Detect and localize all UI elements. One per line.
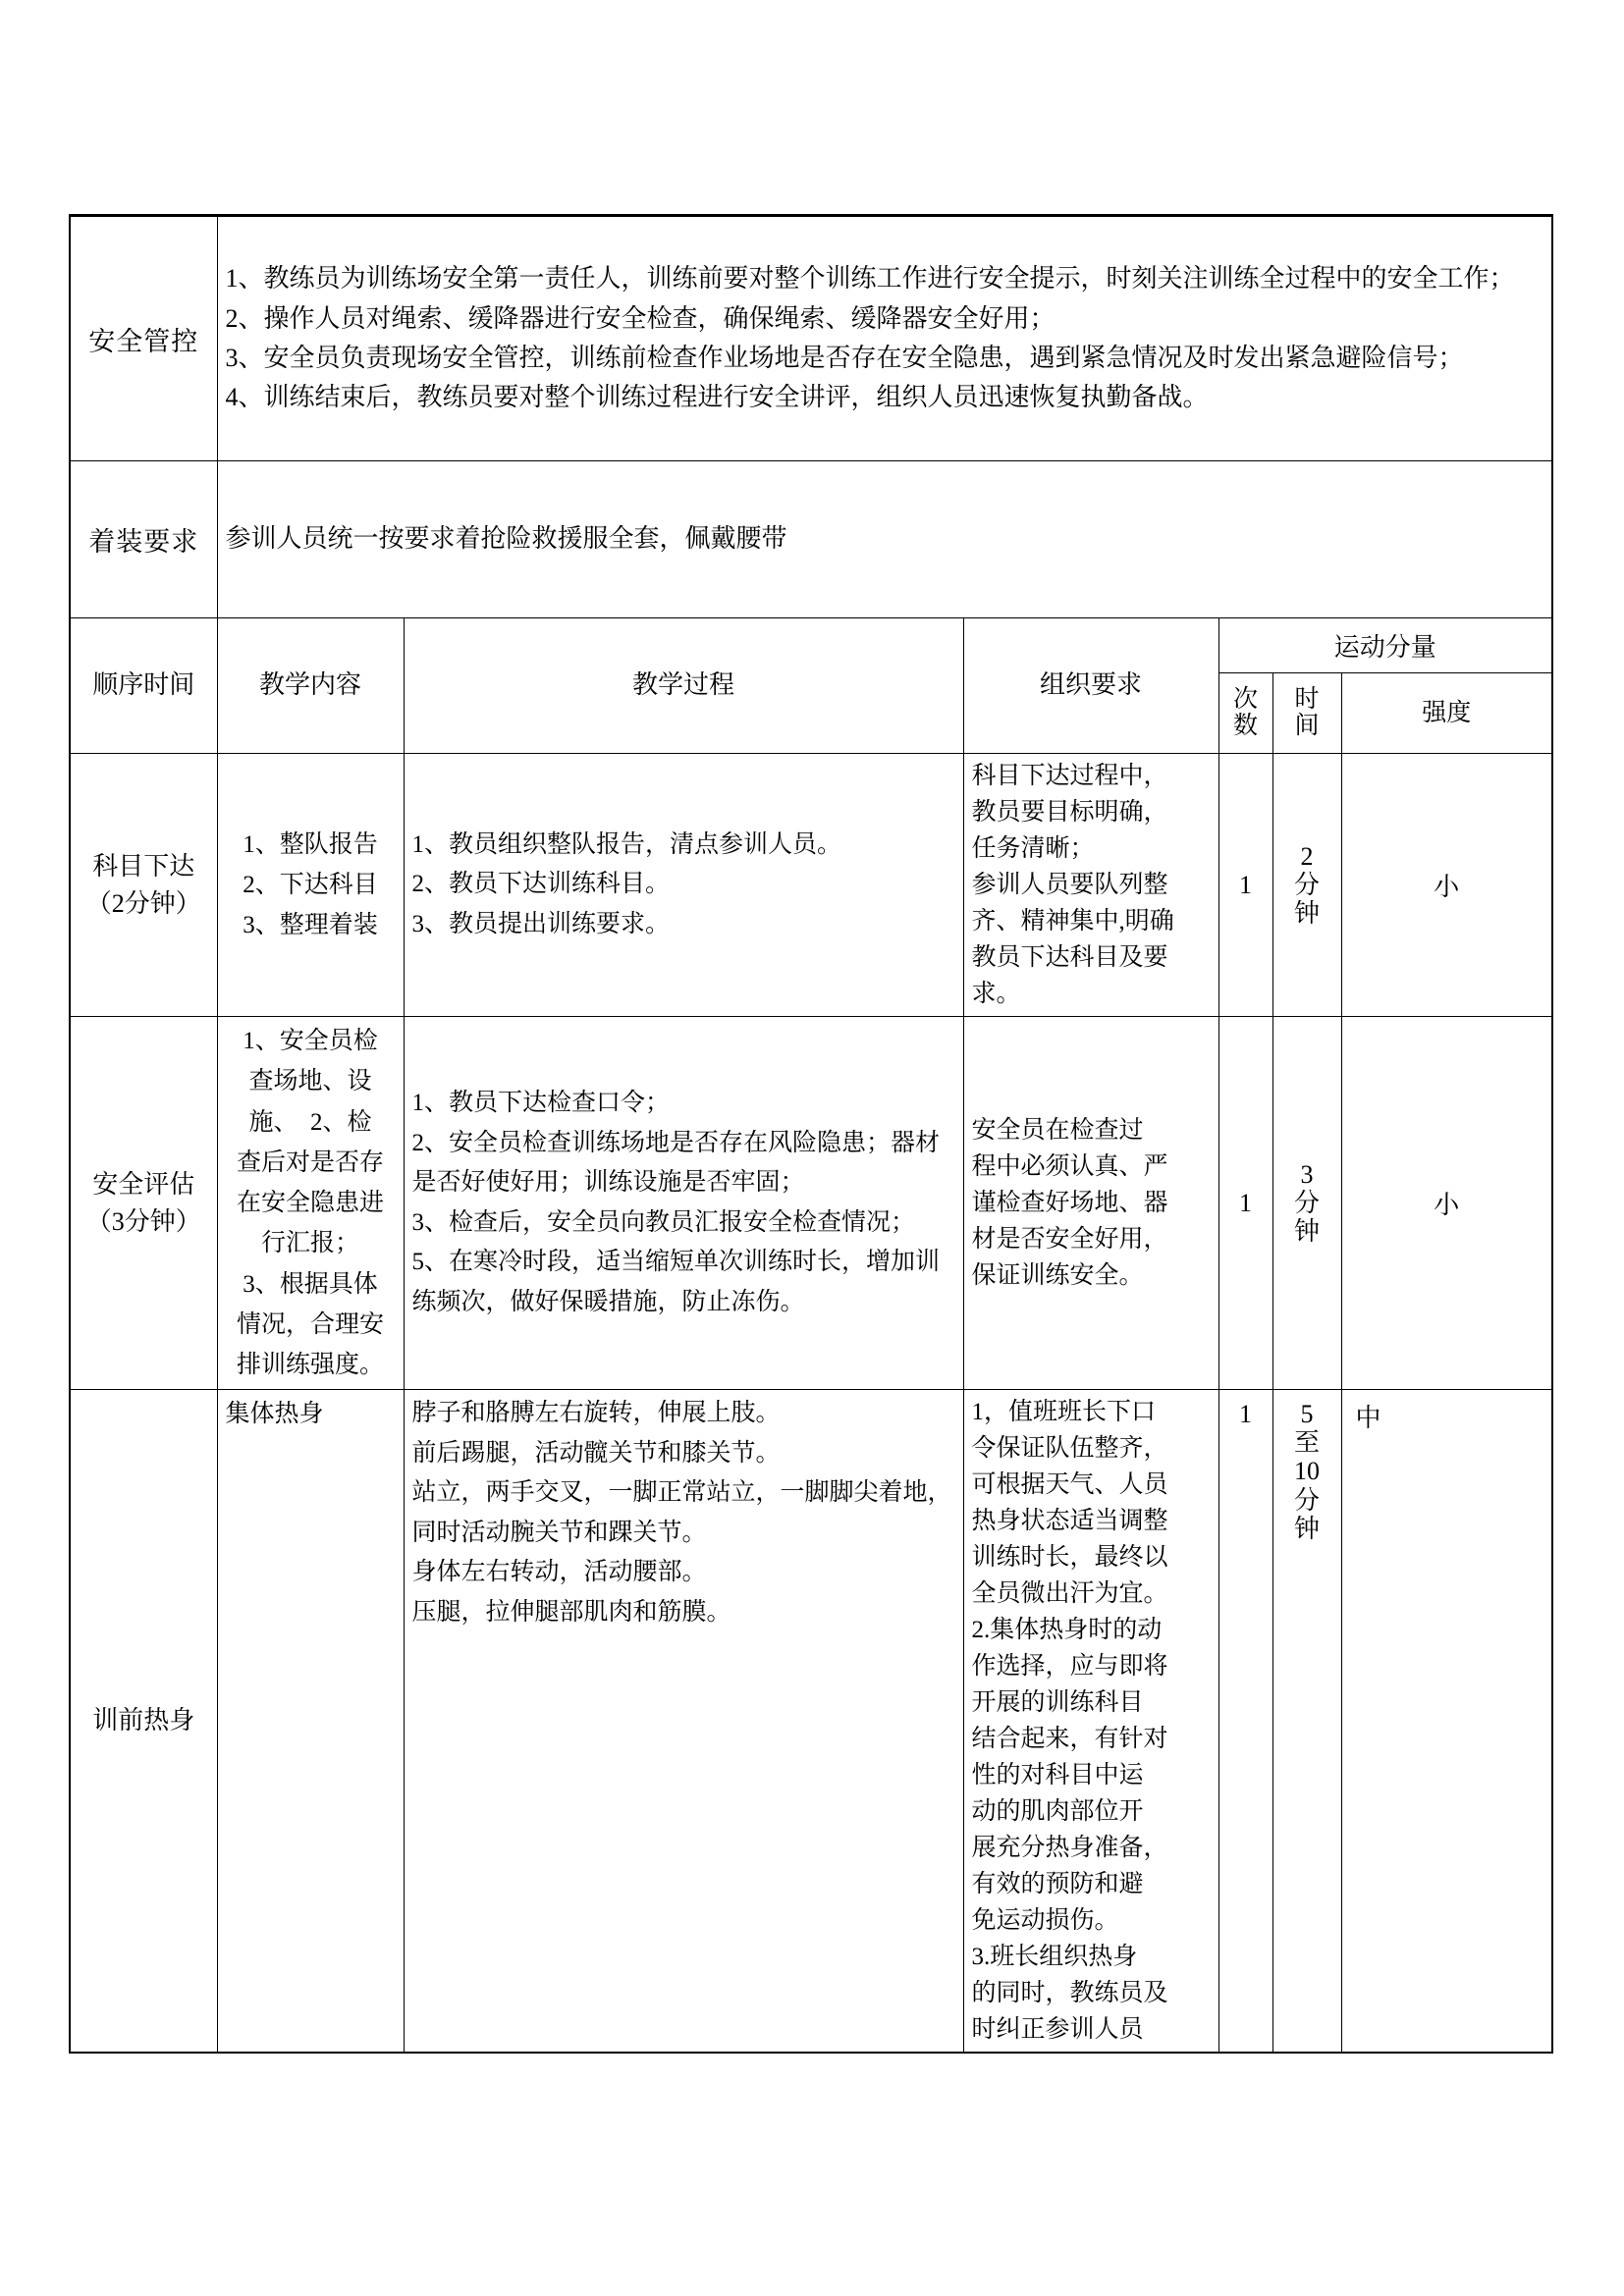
stage-duration: （3分钟） bbox=[85, 1206, 201, 1236]
table-header-row-top bbox=[70, 618, 1552, 673]
intensity-cell: 小 bbox=[1341, 754, 1552, 1017]
training-plan-table bbox=[69, 214, 1553, 2054]
dress-requirement-line-1: 参训人员统一按要求着抢险救援服全套，佩戴腰带 bbox=[225, 524, 787, 554]
content-line: 查后对是否存 bbox=[236, 1148, 384, 1176]
org-line: 程中必须认真、严 bbox=[971, 1153, 1168, 1181]
process-line: 1、教员下达检查口令； bbox=[411, 1090, 671, 1117]
header-exercise-load-group: 运动分量 bbox=[1218, 618, 1552, 673]
stage-name-cell bbox=[70, 1390, 217, 2054]
org-line: 可根据天气、人员 bbox=[971, 1471, 1168, 1499]
content-line: 1、安全员检 bbox=[243, 1028, 378, 1054]
teaching-content-cell bbox=[217, 1390, 404, 2054]
process-line: 前后踢腿，活动髋关节和膝关节。 bbox=[411, 1439, 781, 1467]
content-line: 查场地、设 bbox=[248, 1068, 372, 1095]
org-line: 作选择，应与即将 bbox=[971, 1653, 1168, 1681]
stage-name: 训前热身 bbox=[92, 1706, 195, 1735]
org-line: 材是否安全好用， bbox=[971, 1226, 1168, 1254]
org-line: 展充分热身准备， bbox=[971, 1835, 1168, 1862]
stage-name: 安全评估 bbox=[92, 1169, 195, 1199]
stage-duration: （2分钟） bbox=[85, 888, 201, 918]
process-line: 2、教员下达训练科目。 bbox=[411, 871, 671, 898]
process-line: 3、教员提出训练要求。 bbox=[411, 910, 671, 937]
org-line: 有效的预防和避 bbox=[971, 1871, 1144, 1898]
table-row bbox=[70, 1017, 1552, 1390]
header-teaching-content: 教学内容 bbox=[217, 618, 404, 754]
dress-requirement-label: 着装要求 bbox=[70, 461, 217, 618]
duration-cell: 3分钟 bbox=[1272, 1017, 1341, 1390]
stage-name-cell bbox=[70, 1017, 217, 1390]
header-teaching-process: 教学过程 bbox=[404, 618, 963, 754]
process-line: 1、教员组织整队报告，清点参训人员。 bbox=[411, 830, 842, 858]
header-times: 次数 bbox=[1218, 673, 1272, 754]
process-line: 身体左右转动，活动腰部。 bbox=[411, 1559, 707, 1586]
content-line: 2、下达科目 bbox=[243, 871, 378, 898]
content-line: 施、 2、检 bbox=[248, 1108, 372, 1136]
training-plan-sheet bbox=[69, 214, 1551, 2054]
times-cell: 1 bbox=[1218, 1017, 1272, 1390]
org-line: 安全员在检查过 bbox=[971, 1117, 1144, 1145]
org-line: 科目下达过程中， bbox=[971, 763, 1168, 789]
organization-requirements-cell bbox=[963, 1017, 1218, 1390]
safety-control-line-1: 1、教练员为训练场安全第一责任人，训练前要对整个训练工作进行安全提示，时刻关注训练全过程中的安全工作； bbox=[225, 264, 1515, 294]
org-line: 开展的训练科目 bbox=[971, 1689, 1144, 1717]
stage-name: 科目下达 bbox=[92, 851, 195, 881]
header-duration: 时间 bbox=[1272, 673, 1341, 754]
safety-control-label: 安全管控 bbox=[70, 216, 217, 461]
safety-control-content bbox=[217, 216, 1552, 461]
content-line: 排训练强度。 bbox=[236, 1352, 384, 1378]
stage-name-cell bbox=[70, 754, 217, 1017]
content-line: 集体热身 bbox=[225, 1401, 324, 1428]
org-line: 的同时，教练员及 bbox=[971, 1980, 1168, 2007]
organization-requirements-cell bbox=[963, 1390, 1218, 2054]
org-line: 保证训练安全。 bbox=[971, 1262, 1144, 1290]
process-line: 脖子和胳膊左右旋转，伸展上肢。 bbox=[411, 1400, 781, 1427]
org-line: 教员下达科目及要 bbox=[971, 944, 1168, 971]
content-line: 情况，合理安 bbox=[236, 1310, 384, 1338]
dress-requirement-row bbox=[70, 461, 1552, 618]
process-line: 站立，两手交叉，一脚正常站立，一脚脚尖着地，同时活动腕关节和踝关节。 bbox=[411, 1479, 952, 1546]
process-line: 5、在寒冷时段，适当缩短单次训练时长，增加训练频次，做好保暖措施，防止冻伤。 bbox=[411, 1249, 941, 1315]
safety-control-line-3: 3、安全员负责现场安全管控，训练前检查作业场地是否存在安全隐患，遇到紧急情况及时发出紧急避险信号； bbox=[225, 344, 1464, 372]
org-line: 参训人员要队列整 bbox=[971, 872, 1168, 898]
content-line: 1、整队报告 bbox=[243, 830, 378, 858]
org-line: 3.班长组织热身 bbox=[971, 1944, 1138, 1971]
safety-control-row bbox=[70, 216, 1552, 461]
org-line: 2.集体热身时的动 bbox=[971, 1617, 1163, 1644]
content-line: 3、整理着装 bbox=[243, 912, 378, 939]
org-line: 动的肌肉部位开 bbox=[971, 1798, 1144, 1826]
teaching-process-cell bbox=[404, 1390, 963, 2054]
org-line: 齐、精神集中,明确 bbox=[971, 908, 1174, 934]
org-line: 时纠正参训人员 bbox=[971, 2016, 1144, 2044]
process-line: 2、安全员检查训练场地是否存在风险隐患；器材是否好使好用；训练设施是否牢固； bbox=[411, 1129, 941, 1197]
org-line: 结合起来，有针对 bbox=[971, 1726, 1168, 1753]
teaching-content-cell bbox=[217, 754, 404, 1017]
teaching-process-cell bbox=[404, 754, 963, 1017]
duration-cell: 2分钟 bbox=[1272, 754, 1341, 1017]
header-organization-requirements: 组织要求 bbox=[963, 618, 1218, 754]
header-sequence-time: 顺序时间 bbox=[70, 618, 217, 754]
times-cell: 1 bbox=[1218, 754, 1272, 1017]
process-line: 压腿，拉伸腿部肌肉和筋膜。 bbox=[411, 1598, 731, 1626]
duration-cell: 5至10分钟 bbox=[1272, 1390, 1341, 2054]
safety-control-line-4: 4、训练结束后，教练员要对整个训练过程进行安全讲评，组织人员迅速恢复执勤备战。 bbox=[225, 383, 1209, 412]
table-row bbox=[70, 1390, 1552, 2054]
org-line: 全员微出汗为宜。 bbox=[971, 1580, 1168, 1608]
org-line: 教员要目标明确， bbox=[971, 799, 1168, 826]
times-cell: 1 bbox=[1218, 1390, 1272, 2054]
org-line: 免运动损伤。 bbox=[971, 1907, 1119, 1935]
content-line: 行汇报； bbox=[260, 1230, 359, 1257]
teaching-content-cell bbox=[217, 1017, 404, 1390]
org-line: 训练时长，最终以 bbox=[971, 1544, 1168, 1572]
safety-control-line-2: 2、操作人员对绳索、缓降器进行安全检查，确保绳索、缓降器安全好用； bbox=[225, 303, 1056, 333]
content-line: 在安全隐患进 bbox=[236, 1190, 384, 1216]
content-line: 3、根据具体 bbox=[243, 1270, 378, 1298]
org-line: 令保证队伍整齐， bbox=[971, 1435, 1168, 1463]
organization-requirements-cell bbox=[963, 754, 1218, 1017]
table-row bbox=[70, 754, 1552, 1017]
org-line: 性的对科目中运 bbox=[971, 1762, 1144, 1789]
intensity-cell: 小 bbox=[1341, 1017, 1552, 1390]
org-line: 任务清晰； bbox=[971, 835, 1095, 862]
header-intensity: 强度 bbox=[1341, 673, 1552, 754]
intensity-cell: 中 bbox=[1341, 1390, 1552, 2054]
teaching-process-cell bbox=[404, 1017, 963, 1390]
process-line: 3、检查后，安全员向教员汇报安全检查情况； bbox=[411, 1208, 916, 1236]
dress-requirement-content bbox=[217, 461, 1552, 618]
org-line: 谨检查好场地、器 bbox=[971, 1190, 1168, 1217]
org-line: 1，值班班长下口 bbox=[971, 1399, 1157, 1426]
org-line: 求。 bbox=[971, 981, 1021, 1007]
org-line: 热身状态适当调整 bbox=[971, 1508, 1168, 1535]
